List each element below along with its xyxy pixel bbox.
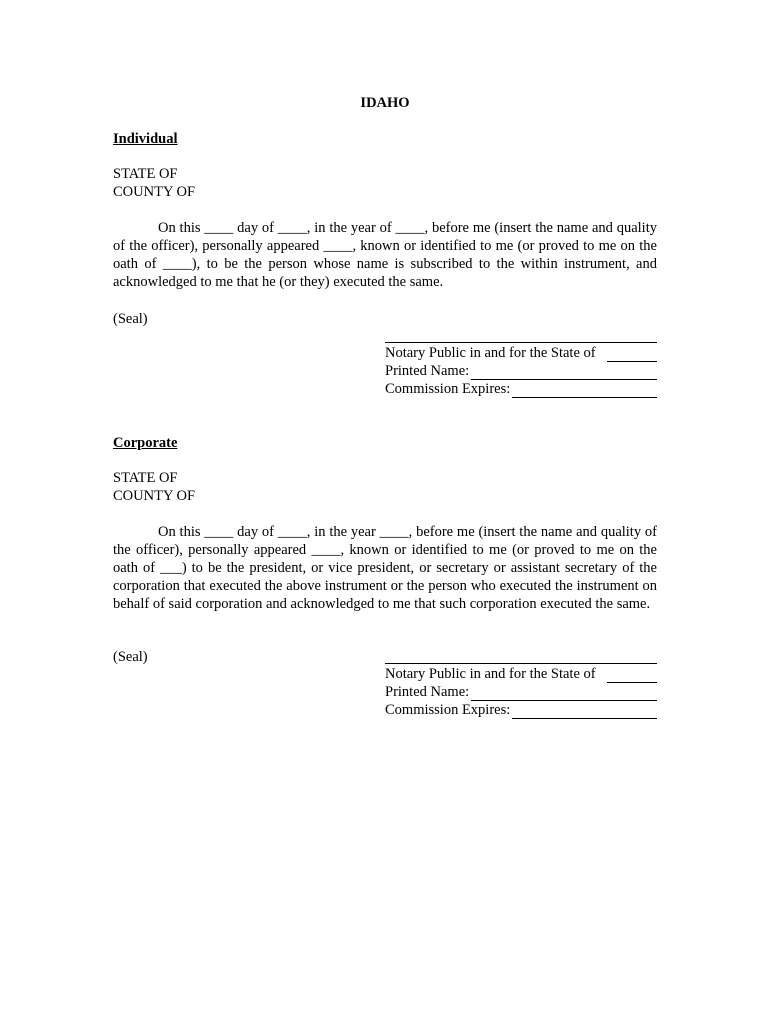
commission-expires-label: Commission Expires: — [385, 702, 511, 718]
acknowledgment-paragraph — [113, 219, 657, 291]
section-heading-individual: Individual — [113, 131, 178, 147]
printed-name-label: Printed Name: — [385, 684, 470, 700]
section-heading-corporate: Corporate — [113, 435, 178, 451]
commission-blank — [512, 382, 657, 398]
state-of-label: STATE OF — [113, 166, 178, 182]
commission-expires-line — [385, 701, 657, 719]
commission-expires-line — [385, 380, 657, 398]
state-of-label: STATE OF — [113, 470, 178, 486]
printed-name-line — [385, 362, 657, 380]
printed-name-blank — [471, 685, 657, 701]
notary-state-line — [385, 665, 657, 683]
notary-state-label: Notary Public in and for the State of — [385, 345, 596, 361]
document-title: IDAHO — [360, 95, 410, 111]
printed-name-label: Printed Name: — [385, 363, 470, 379]
notary-state-line — [385, 344, 657, 362]
printed-name-blank — [471, 364, 657, 380]
commission-expires-label: Commission Expires: — [385, 381, 511, 397]
signature-line — [385, 342, 657, 343]
printed-name-line — [385, 683, 657, 701]
paragraph-text: On this ____ day of ____, in the year of ____, before me (insert the name and quality of the officer), personally appeared ____, known or identified to me (or proved to me on the oath of ____), to be the person whose name is subscribed to the within instrument, and acknowledged to me that he (or they) executed the same. — [113, 220, 657, 290]
seal-label: (Seal) — [113, 649, 148, 665]
acknowledgment-paragraph — [113, 523, 657, 613]
signature-line — [385, 663, 657, 664]
notary-state-label: Notary Public in and for the State of — [385, 666, 596, 682]
state-blank — [607, 346, 657, 362]
commission-blank — [512, 703, 657, 719]
county-of-label: COUNTY OF — [113, 184, 196, 200]
state-blank — [607, 667, 657, 683]
paragraph-text: On this ____ day of ____, in the year ____, before me (insert the name and quality of the officer), personally appeared ____, known or identified to me (or proved to me on the oath of ___) to be the president, or vice president, or secretary or assistant secretary of the corporation that executed the above instrument or the person who executed the instrument on behalf of said corporation and acknowledged to me that such corporation executed the same. — [113, 524, 657, 612]
county-of-label: COUNTY OF — [113, 488, 196, 504]
seal-label: (Seal) — [113, 311, 148, 327]
